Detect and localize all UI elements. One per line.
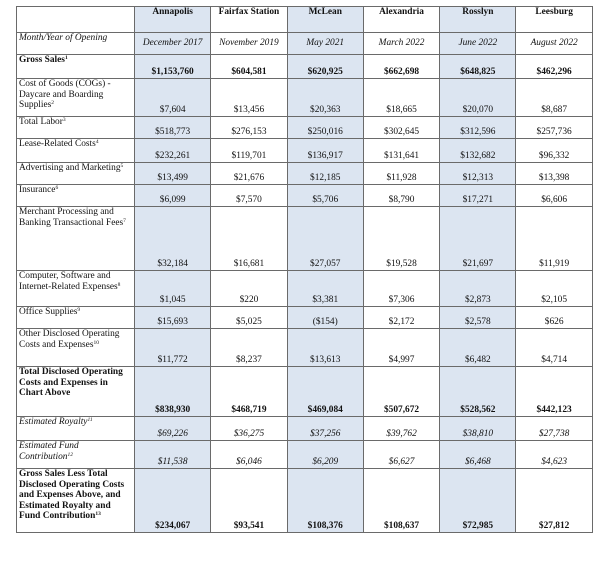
value-cell: $72,985: [440, 469, 516, 533]
value-cell: $27,738: [516, 417, 592, 441]
table-row-gross_sales: [17, 55, 593, 79]
value-cell: $12,313: [440, 163, 516, 185]
value-cell: $232,261: [135, 139, 211, 163]
value-cell: $276,153: [211, 117, 287, 139]
value-cell: $93,541: [211, 469, 287, 533]
footnote-marker: 6: [55, 185, 59, 191]
value-cell: $442,123: [516, 367, 592, 417]
row-label: [17, 441, 135, 469]
footnote-marker: 4: [95, 139, 99, 145]
value-cell: $108,376: [287, 469, 363, 533]
value-cell: $528,562: [440, 367, 516, 417]
row-label-text: Computer, Software and Internet-Related Expenses: [19, 271, 118, 292]
value-cell: $119,701: [211, 139, 287, 163]
row-label: [17, 329, 135, 367]
row-label-text: Insurance: [19, 185, 56, 195]
row-label: [17, 307, 135, 329]
value-cell: November 2019: [211, 33, 287, 55]
value-cell: $27,057: [287, 207, 363, 271]
row-label-text: Merchant Processing and Banking Transactional Fees: [19, 207, 124, 228]
location-header: Leesburg: [516, 7, 592, 33]
row-label: [17, 207, 135, 271]
value-cell: $21,676: [211, 163, 287, 185]
value-cell: $518,773: [135, 117, 211, 139]
table-row-merchant: [17, 207, 593, 271]
row-label: [17, 163, 135, 185]
value-cell: $6,468: [440, 441, 516, 469]
value-cell: ($154): [287, 307, 363, 329]
table-row-fund: [17, 441, 593, 469]
table-row-insurance: [17, 185, 593, 207]
row-label: [17, 185, 135, 207]
row-label: [17, 139, 135, 163]
value-cell: $2,873: [440, 271, 516, 307]
row-label-text: Month/Year of Opening: [19, 33, 108, 43]
value-cell: $7,604: [135, 79, 211, 117]
value-cell: $12,185: [287, 163, 363, 185]
value-cell: $13,398: [516, 163, 592, 185]
row-label: [17, 33, 135, 55]
location-header: Annapolis: [135, 7, 211, 33]
value-cell: $11,919: [516, 207, 592, 271]
table-row-net: [17, 469, 593, 533]
row-label-text: Lease-Related Costs: [19, 139, 96, 149]
value-cell: $7,570: [211, 185, 287, 207]
header-row: [17, 7, 593, 33]
location-financials-table: [16, 6, 593, 533]
value-cell: $5,025: [211, 307, 287, 329]
value-cell: $469,084: [287, 367, 363, 417]
row-label: [17, 417, 135, 441]
value-cell: August 2022: [516, 33, 592, 55]
footnote-marker: 7: [123, 217, 126, 224]
row-label-text: Cost of Goods (COGs) - Daycare and Boarding Supplies: [19, 79, 111, 111]
value-cell: $108,637: [363, 469, 439, 533]
value-cell: $32,184: [135, 207, 211, 271]
value-cell: $11,772: [135, 329, 211, 367]
value-cell: $8,790: [363, 185, 439, 207]
value-cell: $38,810: [440, 417, 516, 441]
value-cell: $312,596: [440, 117, 516, 139]
value-cell: $18,665: [363, 79, 439, 117]
value-cell: $13,499: [135, 163, 211, 185]
table-row-labor: [17, 117, 593, 139]
value-cell: $4,714: [516, 329, 592, 367]
value-cell: $5,706: [287, 185, 363, 207]
value-cell: $626: [516, 307, 592, 329]
table-row-total_costs: [17, 367, 593, 417]
value-cell: $220: [211, 271, 287, 307]
row-label: [17, 469, 135, 533]
table-row-opening: [17, 33, 593, 55]
value-cell: $1,153,760: [135, 55, 211, 79]
value-cell: $20,070: [440, 79, 516, 117]
value-cell: $6,482: [440, 329, 516, 367]
value-cell: $302,645: [363, 117, 439, 139]
table-row-computer: [17, 271, 593, 307]
table-row-office: [17, 307, 593, 329]
value-cell: $2,172: [363, 307, 439, 329]
value-cell: May 2021: [287, 33, 363, 55]
value-cell: $13,613: [287, 329, 363, 367]
row-label: [17, 79, 135, 117]
value-cell: March 2022: [363, 33, 439, 55]
value-cell: $2,578: [440, 307, 516, 329]
value-cell: $17,271: [440, 185, 516, 207]
value-cell: $11,538: [135, 441, 211, 469]
value-cell: $13,456: [211, 79, 287, 117]
value-cell: $250,016: [287, 117, 363, 139]
row-label: [17, 55, 135, 79]
value-cell: $3,381: [287, 271, 363, 307]
value-cell: $4,623: [516, 441, 592, 469]
row-label-text: Estimated Royalty: [19, 417, 88, 427]
location-header: McLean: [287, 7, 363, 33]
value-cell: $6,627: [363, 441, 439, 469]
table-body: [17, 33, 593, 533]
value-cell: $257,736: [516, 117, 592, 139]
footnote-marker: 1: [64, 55, 68, 61]
value-cell: $507,672: [363, 367, 439, 417]
footnote-marker: 11: [87, 417, 93, 423]
value-cell: $8,237: [211, 329, 287, 367]
value-cell: $96,332: [516, 139, 592, 163]
value-cell: $36,275: [211, 417, 287, 441]
footnote-marker: 13: [95, 511, 101, 518]
value-cell: $648,825: [440, 55, 516, 79]
row-label-text: Other Disclosed Operating Costs and Expenses: [19, 329, 120, 350]
value-cell: $468,719: [211, 367, 287, 417]
value-cell: June 2022: [440, 33, 516, 55]
footnote-marker: 9: [77, 307, 81, 313]
footnote-marker: 2: [51, 100, 55, 107]
value-cell: $136,917: [287, 139, 363, 163]
value-cell: $132,682: [440, 139, 516, 163]
table-row-lease: [17, 139, 593, 163]
value-cell: $462,296: [516, 55, 592, 79]
value-cell: $6,606: [516, 185, 592, 207]
row-label-text: Total Disclosed Operating Costs and Expenses in Chart Above: [19, 367, 123, 399]
row-label-text: Advertising and Marketing: [19, 163, 121, 173]
footnote-marker: 3: [62, 117, 66, 123]
value-cell: $16,681: [211, 207, 287, 271]
row-label-text: Estimated Fund Contribution: [19, 441, 79, 462]
footnote-marker: 10: [93, 339, 99, 346]
value-cell: $15,693: [135, 307, 211, 329]
location-header: Rosslyn: [440, 7, 516, 33]
value-cell: $69,226: [135, 417, 211, 441]
value-cell: $1,045: [135, 271, 211, 307]
value-cell: $6,209: [287, 441, 363, 469]
row-label: [17, 367, 135, 417]
table-row-other: [17, 329, 593, 367]
value-cell: $8,687: [516, 79, 592, 117]
table-row-advertising: [17, 163, 593, 185]
value-cell: $604,581: [211, 55, 287, 79]
row-label-text: Gross Sales Less Total Disclosed Operating Costs and Expenses Above, and Estimated Royalty and Fund Contribution: [19, 469, 125, 522]
value-cell: $662,698: [363, 55, 439, 79]
value-cell: $2,105: [516, 271, 592, 307]
value-cell: $131,641: [363, 139, 439, 163]
value-cell: $21,697: [440, 207, 516, 271]
footnote-marker: 5: [120, 163, 124, 169]
value-cell: $838,930: [135, 367, 211, 417]
table-row-royalty: [17, 417, 593, 441]
value-cell: $6,046: [211, 441, 287, 469]
footnote-marker: 12: [67, 451, 73, 458]
value-cell: $27,812: [516, 469, 592, 533]
value-cell: $11,928: [363, 163, 439, 185]
value-cell: $6,099: [135, 185, 211, 207]
footnote-marker: 8: [117, 281, 121, 288]
value-cell: $620,925: [287, 55, 363, 79]
value-cell: $20,363: [287, 79, 363, 117]
header-blank-cell: [17, 7, 135, 33]
table-row-cogs: [17, 79, 593, 117]
value-cell: $19,528: [363, 207, 439, 271]
location-header: Fairfax Station: [211, 7, 287, 33]
value-cell: $37,256: [287, 417, 363, 441]
value-cell: $7,306: [363, 271, 439, 307]
value-cell: $39,762: [363, 417, 439, 441]
location-header: Alexandria: [363, 7, 439, 33]
value-cell: $234,067: [135, 469, 211, 533]
value-cell: December 2017: [135, 33, 211, 55]
row-label: [17, 117, 135, 139]
row-label-text: Total Labor: [19, 117, 63, 127]
value-cell: $4,997: [363, 329, 439, 367]
row-label-text: Gross Sales: [19, 55, 65, 65]
row-label-text: Office Supplies: [19, 307, 78, 317]
row-label: [17, 271, 135, 307]
